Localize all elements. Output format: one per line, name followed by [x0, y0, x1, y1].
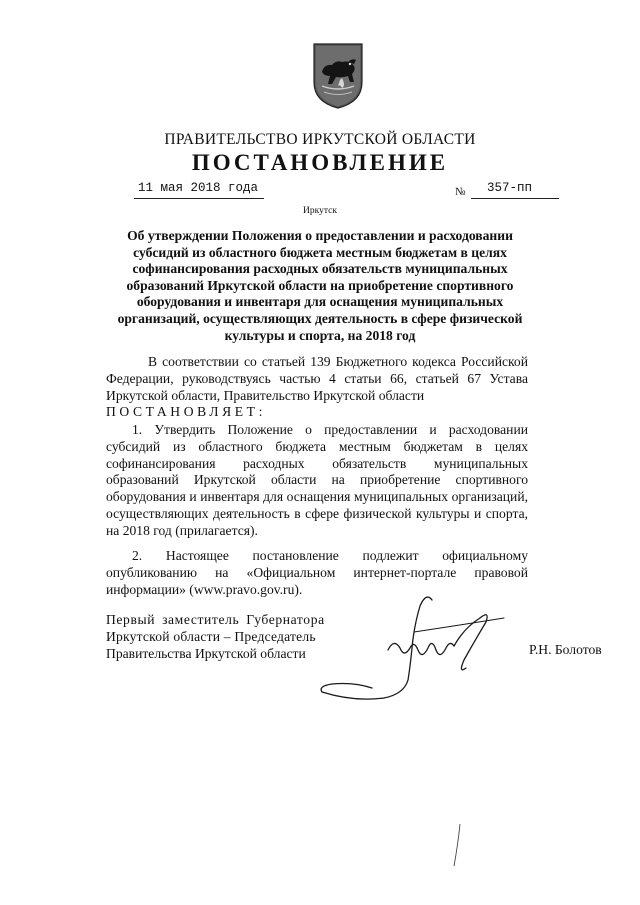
document-title: ПОСТАНОВЛЕНИЕ	[191, 150, 449, 175]
signer-title-line: Первый заместитель Губернатора	[106, 612, 325, 627]
number-sign: №	[455, 186, 466, 198]
document-heading: Об утверждении Положения о предоставлении и расходовании субсидий из областного бюджета местным бюджетам в целях софинансирования расходных обязательств муниципальных образований Иркутской области на приобретение спортивного оборудования и инвентаря для оснащения муниципальных организаций, осуществляющих деятельность в сфере физической культуры и спорта, на 2018 год	[117, 228, 523, 343]
signer-title-line: Правительства Иркутской области	[106, 645, 306, 661]
signer-name: Р.Н. Болотов	[529, 642, 602, 657]
signer-title	[106, 612, 325, 662]
number-underline	[471, 198, 559, 199]
date-underline	[134, 198, 264, 199]
government-name: ПРАВИТЕЛЬСТВО ИРКУТСКОЙ ОБЛАСТИ	[164, 131, 476, 148]
item-1-paragraph: 1. Утвердить Положение о предоставлении и расходовании субсидий из областного бюджета местным бюджетам в целях софинансирования расходных обязательств муниципальных образований Иркутской области на приобретение спортивного оборудования и инвентаря для оснащения муниципальных организаций, осуществляющих деятельность в сфере физической культуры и спорта, на 2018 год (прилагается).	[106, 422, 528, 538]
pen-mark	[448, 820, 468, 870]
signer-title-line: Иркутской области – Председатель	[106, 628, 316, 644]
document-number: 357-пп	[487, 181, 533, 195]
document-date: 11 мая 2018 года	[138, 181, 259, 195]
coat-of-arms-icon	[312, 42, 364, 110]
decree-word: ПОСТАНОВЛЯЕТ:	[106, 404, 266, 419]
handwritten-signature	[314, 588, 534, 708]
intro-paragraph: В соответствии со статьей 139 Бюджетного кодекса Российской Федерации, руководствуясь частью 4 статьи 66, статьей 67 Устава Иркутской области, Правительство Иркутской области	[106, 354, 528, 403]
item-2-paragraph: 2. Настоящее постановление подлежит официальному опубликованию на «Официальном интернет-портале правовой информации» (www.pravo.gov.ru).	[106, 548, 528, 597]
city-name: Иркутск	[303, 206, 337, 216]
